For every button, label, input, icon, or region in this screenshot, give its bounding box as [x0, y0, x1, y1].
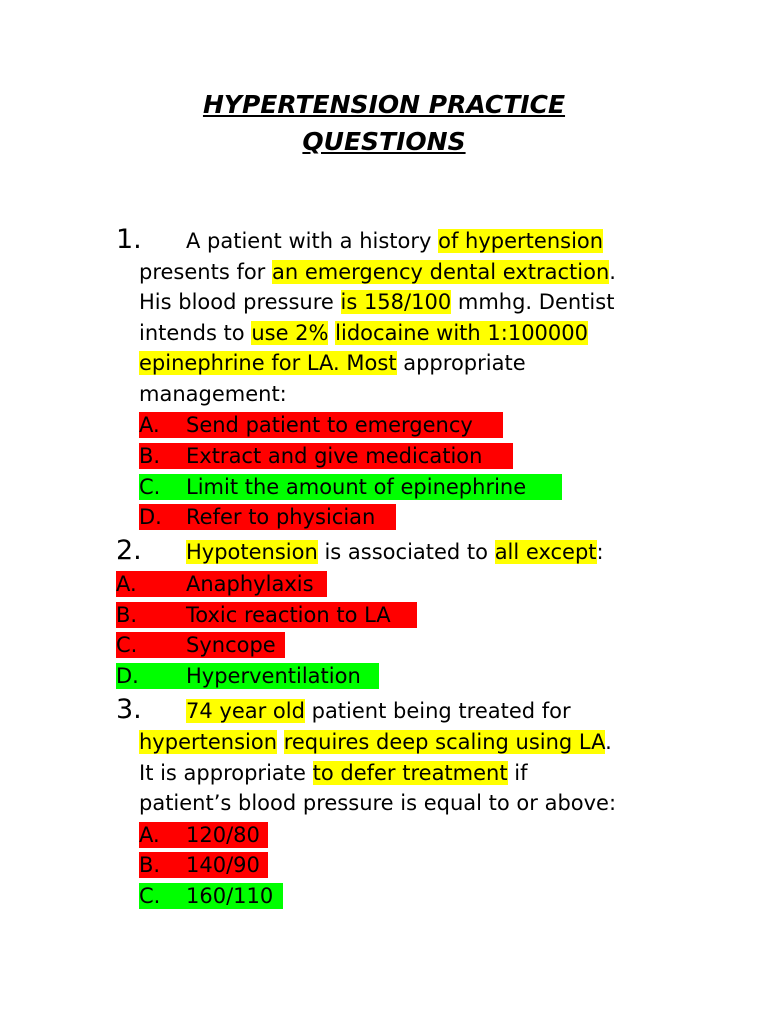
answer-option-wrong: B. 140/90	[139, 852, 268, 878]
question-text-line: management:	[139, 382, 287, 406]
question-number: 2.	[116, 535, 142, 566]
answer-option-wrong: B. Extract and give medication	[139, 443, 513, 469]
answer-option-correct: D. Hyperventilation	[116, 663, 379, 689]
question-text-line: His blood pressure is 158/100 mmhg. Dentist	[139, 290, 615, 314]
answer-option-wrong: A. Send patient to emergency	[139, 412, 503, 438]
question-text-line: It is appropriate to defer treatment if	[139, 761, 528, 785]
question-text-line: hypertension requires deep scaling using LA.	[139, 730, 612, 754]
answer-option-wrong: C. Syncope	[116, 632, 285, 658]
question-text-line: intends to use 2% lidocaine with 1:100000	[139, 321, 589, 345]
title-line-1: HYPERTENSION PRACTICE	[202, 90, 566, 119]
question-text-line: presents for an emergency dental extraction.	[139, 260, 616, 284]
question-text-line: 74 year old patient being treated for	[186, 699, 571, 723]
question-text-line: A patient with a history of hypertension	[186, 229, 604, 253]
question-text-line: patient’s blood pressure is equal to or above:	[139, 791, 617, 815]
question-text-line: Hypotension is associated to all except:	[186, 540, 604, 564]
page-title	[0, 86, 768, 160]
question-text-line: epinephrine for LA. Most appropriate	[139, 351, 526, 375]
answer-option-wrong: A. 120/80	[139, 822, 268, 848]
question-number: 1.	[116, 224, 142, 255]
title-line-2: QUESTIONS	[302, 127, 466, 156]
answer-option-correct: C. 160/110	[139, 883, 283, 909]
answer-option-correct: C. Limit the amount of epinephrine	[139, 474, 562, 500]
question-number: 3.	[116, 694, 142, 725]
answer-option-wrong: D. Refer to physician	[139, 504, 396, 530]
answer-option-wrong: B. Toxic reaction to LA	[116, 602, 417, 628]
answer-option-wrong: A. Anaphylaxis	[116, 571, 327, 597]
